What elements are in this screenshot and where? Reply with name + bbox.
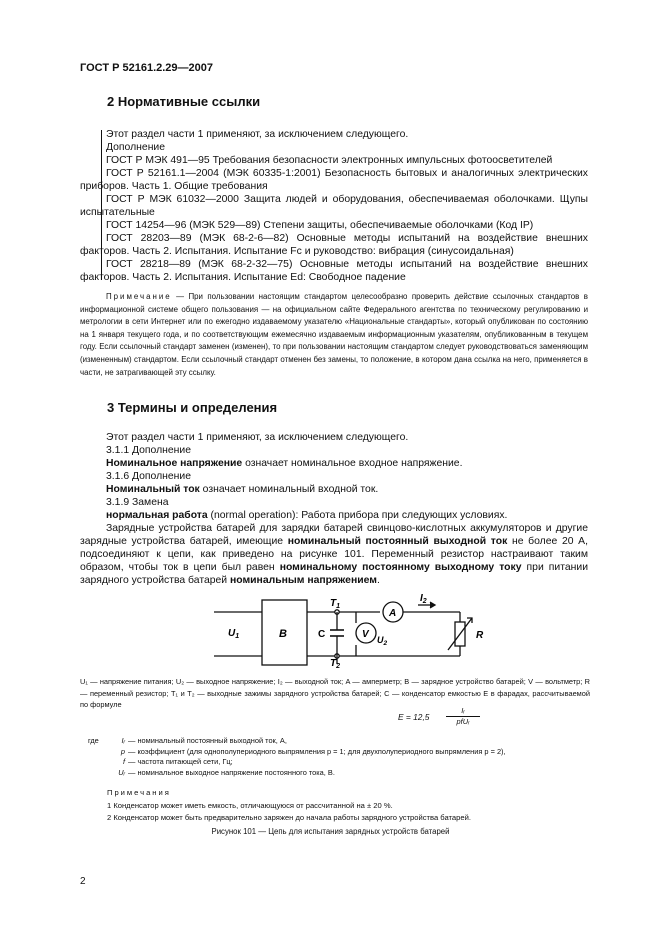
reference-item: ГОСТ 28203—89 (МЭК 68-2-6—82) Основные методы испытаний на воздействие внешних факторов. Часть 2. Испытания. Испытание Fc и руководство: вибрация (синусоидальная)	[80, 233, 588, 257]
where-row	[80, 757, 600, 768]
para-bold: номинальному постоянному выходному току	[279, 562, 522, 573]
section-3-intro: Этот раздел части 1 применяют, за исключением следующего.	[106, 432, 409, 443]
page-number: 2	[80, 876, 86, 887]
label-c: C	[318, 629, 326, 640]
label-i2: $I_2$	[420, 593, 427, 605]
label-b: B	[279, 628, 287, 640]
where-text: — номинальное выходное напряжение постоянного тока, В.	[128, 767, 335, 777]
where-symbol: Iᵣ	[121, 736, 125, 745]
where-label: где	[88, 736, 99, 745]
rated-voltage-text: означает номинальное входное напряжение.	[242, 458, 463, 469]
rated-current-term: Номинальный ток	[106, 484, 200, 495]
rated-current-text: означает номинальный входной ток.	[199, 484, 379, 495]
para-bold: номинальный постоянный выходной ток	[287, 536, 508, 547]
para-bold: номинальным напряжением	[230, 575, 377, 586]
formula-numerator: Iᵣ	[446, 706, 480, 717]
section-2-title: 2 Нормативные ссылки	[107, 94, 261, 109]
where-text: — коэффициент (для однополупериодного выпрямления p = 1; для двухполупериодного выпрямления p = 2),	[128, 746, 506, 756]
notes-label: Примечания	[107, 788, 171, 797]
para-text: при питании зарядного устройства батарей	[80, 562, 588, 586]
formula-fraction	[446, 706, 480, 727]
reference-item: ГОСТ 14254—96 (МЭК 529—89) Степени защиты, обеспечиваемые оболочками (Код IP)	[106, 220, 534, 231]
figure-note-item: 1 Конденсатор может иметь емкость, отличающуюся от рассчитанной на ± 20 %.	[107, 800, 393, 810]
label-r: R	[476, 630, 484, 641]
para-text: .	[376, 575, 380, 586]
figure-legend: U₁ — напряжение питания; U₂ — выходное напряжение; I₂ — выходной ток; A — амперметр; B — зарядное устройство батарей; V — вольтметр; R — переменный резистор; T₁ и T₂ — выходные зажимы зарядного устройства батарей; C — конденсатор емкостью E в фарадах, рассчитываемой по формуле	[80, 677, 590, 710]
label-v: V	[362, 629, 369, 640]
where-symbol: f	[122, 757, 125, 767]
where-text: — номинальный постоянный выходной ток, А,	[128, 736, 287, 745]
para-text: Зарядные устройства батарей для зарядки батарей свинцово-кислотных аккумуляторов и другие зарядные устройства батарей, имеющие	[80, 523, 588, 547]
reference-item: ГОСТ Р 52161.1—2004 (МЭК 60335-1:2001) Безопасность бытовых и аналогичных электрических приборов. Часть 1. Общие требования	[80, 168, 588, 192]
figure-notes	[107, 787, 607, 825]
where-symbol: Uᵣ	[118, 767, 125, 777]
addition-label: Дополнение	[106, 142, 166, 153]
formula-denominator: pfUᵣ	[456, 717, 470, 726]
label-u1: $U_1$	[228, 628, 240, 640]
clause-3-1-6: 3.1.6 Дополнение	[106, 471, 192, 482]
normal-operation-text: (normal operation): Работа прибора при следующих условиях.	[207, 510, 508, 521]
where-symbol: p	[120, 746, 125, 756]
where-row	[80, 736, 600, 747]
reference-item: ГОСТ Р МЭК 491—95 Требования безопасности электронных импульсных фотоосветителей	[106, 155, 553, 166]
normal-operation-term: нормальная работа	[106, 510, 208, 521]
figure-caption: Рисунок 101 — Цепь для испытания зарядных устройств батарей	[211, 827, 450, 836]
note-label: Примечание	[106, 292, 172, 301]
label-a: A	[389, 608, 397, 619]
rated-voltage-term: Номинальное напряжение	[106, 458, 243, 469]
label-t1: $T_1$	[330, 598, 341, 610]
where-text: — частота питающей сети, Гц;	[128, 757, 233, 767]
figure-note-item: 2 Конденсатор может быть предварительно заряжен до начала работы зарядного устройства батарей.	[107, 813, 471, 823]
clause-3-1-9: 3.1.9 Замена	[106, 497, 169, 508]
para-text: не более 20 А, подсоединяют к цепи, как приведено на рисунке 101. Переменный резистор настраивают таким образом, чтобы ток в цепи был равен	[80, 536, 589, 573]
formula-left: E = 12,5	[398, 712, 430, 722]
section-3-title: 3 Термины и определения	[107, 400, 278, 415]
reference-item: ГОСТ 28218—89 (МЭК 68-2-32—75) Основные методы испытаний на воздействие внешних факторов. Часть 2. Испытания. Испытание Ed: Свободное падение	[80, 259, 588, 283]
label-t2: $T_2$	[330, 658, 341, 670]
label-u2: $U_2$	[377, 635, 388, 647]
where-row	[80, 747, 600, 758]
clause-3-1-1: 3.1.1 Дополнение	[106, 445, 192, 456]
formula-where-list	[80, 736, 600, 778]
reference-item: ГОСТ Р МЭК 61032—2000 Защита людей и оборудования, обеспечиваемая оболочками. Щупы испытательные	[80, 194, 588, 218]
where-row	[80, 768, 600, 779]
note-text: — При пользовании настоящим стандартом целесообразно проверить действие ссылочных стандартов в информационной системе общего пользования — на официальном сайте Федерального агентства по техническому регулированию и метрологии в сети Интернет или по ежегодно издаваемому указателю «Национальные стандарты», который опубликован по состоянию на 1 января текущего года, и по соответствующим ежемесячно издаваемым информационным указателям, опубликованным в текущем году. Если ссылочный стандарт заменен (изменен), то при пользовании настоящим стандартом следует руководствоваться заменяющим (измененным) стандартом. Если ссылочный стандарт отменен без замены, то положение, в котором дана ссылка на него, применяется в части, не затрагивающей эту ссылку.	[80, 292, 589, 377]
section-2-intro: Этот раздел части 1 применяют, за исключением следующего.	[106, 129, 409, 140]
standard-header: ГОСТ Р 52161.2.29—2007	[80, 62, 214, 74]
